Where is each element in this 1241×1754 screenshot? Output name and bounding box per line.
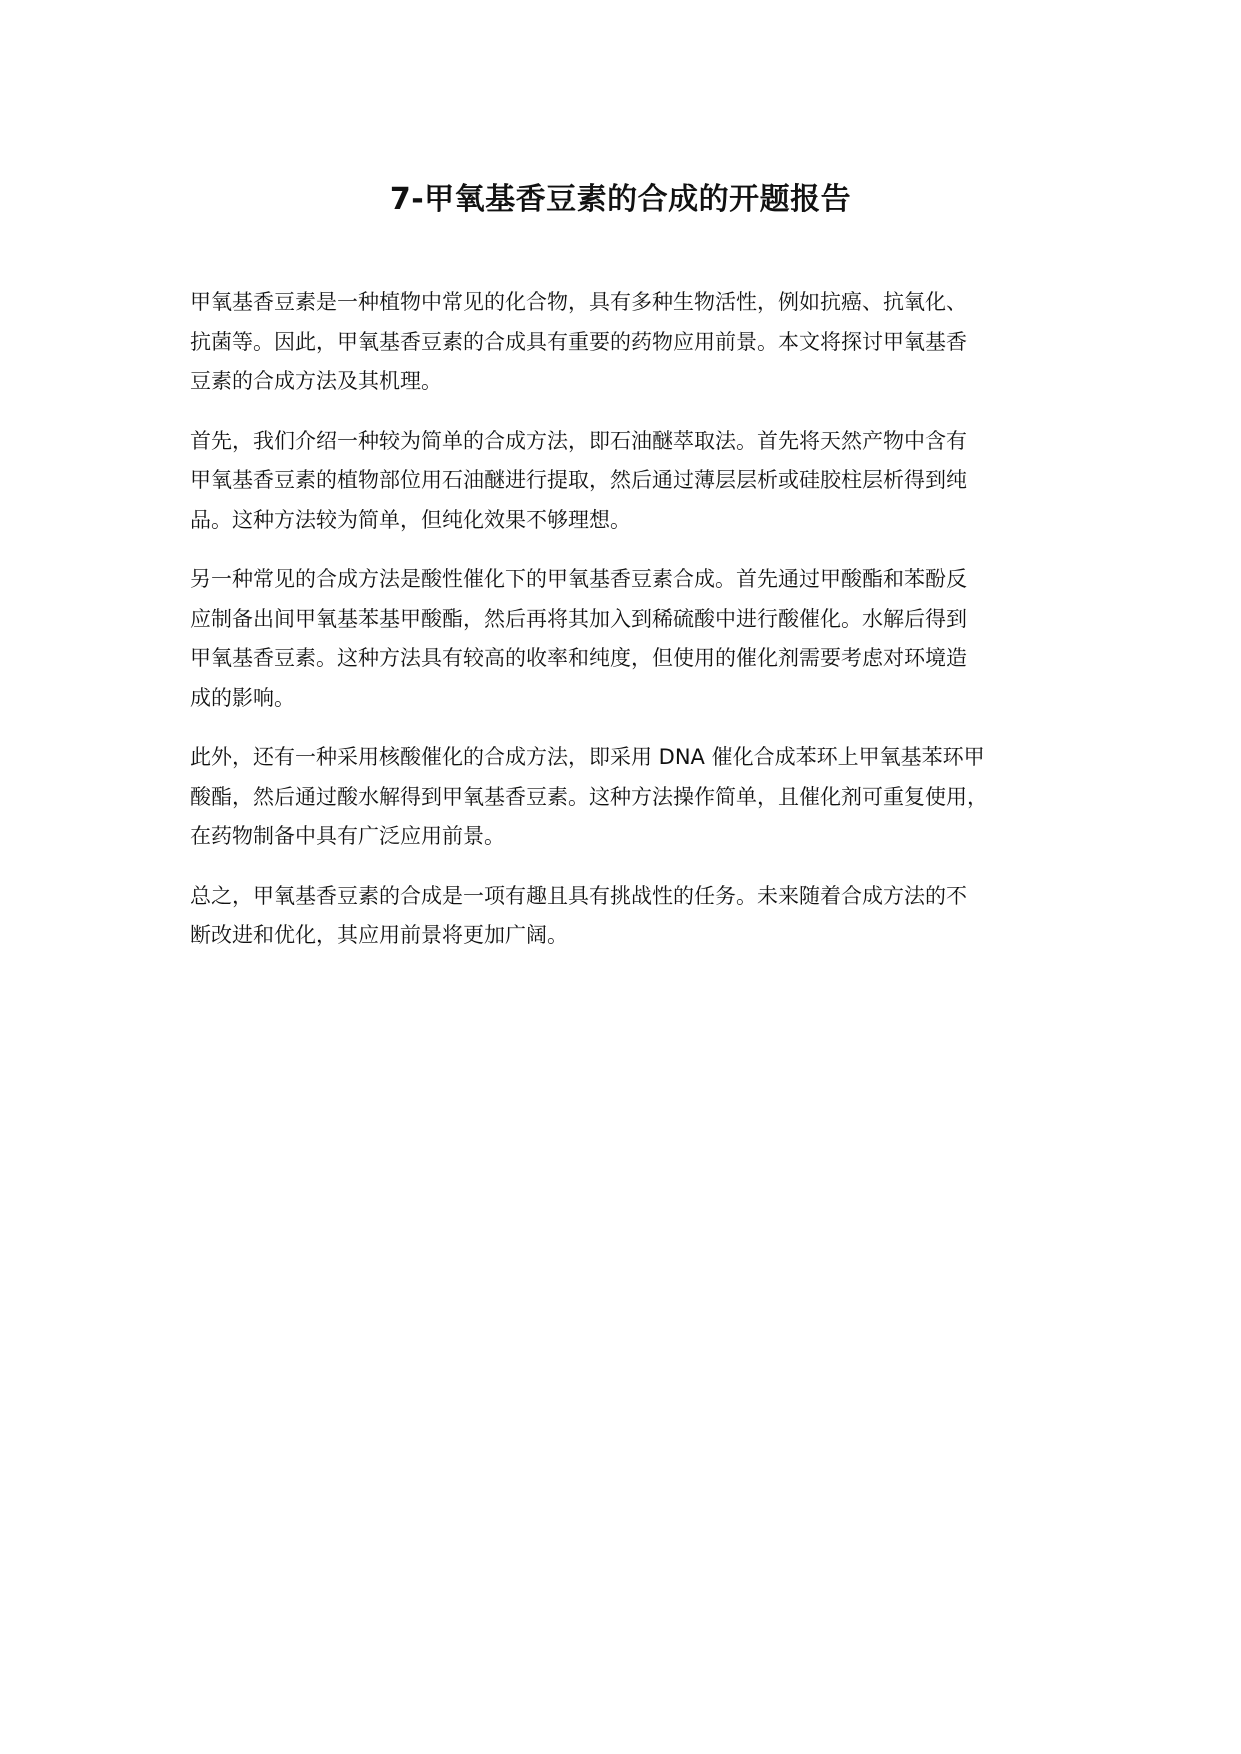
- paragraph-conclusion: [190, 877, 1090, 956]
- text-line: 此外，还有一种采用核酸催化的合成方法，即采用 DNA 催化合成苯环上甲氧基苯环甲: [190, 745, 985, 769]
- document-body: [190, 283, 1090, 976]
- text-line: 首先，我们介绍一种较为简单的合成方法，即石油醚萃取法。首先将天然产物中含有: [190, 428, 967, 453]
- text-line: 成的影响。: [190, 685, 295, 710]
- text-line: 甲氧基香豆素。这种方法具有较高的收率和纯度，但使用的催化剂需要考虑对环境造: [190, 646, 967, 670]
- text-line: 总之，甲氧基香豆素的合成是一项有趣且具有挑战性的任务。未来随着合成方法的不: [190, 883, 967, 908]
- document-title: 7-甲氧基香豆素的合成的开题报告: [389, 182, 852, 217]
- text-line: 甲氧基香豆素是一种植物中常见的化合物，具有多种生物活性，例如抗癌、抗氧化、: [190, 290, 967, 314]
- paragraph-intro: [190, 283, 1090, 402]
- text-line: 应制备出间甲氧基苯基甲酸酯，然后再将其加入到稀硫酸中进行酸催化。水解后得到: [190, 606, 967, 631]
- paragraph-nucleic-acid-catalysis: [190, 738, 1090, 857]
- text-line: 品。这种方法较为简单，但纯化效果不够理想。: [190, 507, 631, 532]
- text-line: 酸酯，然后通过酸水解得到甲氧基香豆素。这种方法操作简单，且催化剂可重复使用，: [190, 784, 988, 809]
- text-line: 豆素的合成方法及其机理。: [190, 369, 442, 393]
- text-line: 另一种常见的合成方法是酸性催化下的甲氧基香豆素合成。首先通过甲酸酯和苯酚反: [190, 567, 967, 591]
- text-line: 在药物制备中具有广泛应用前景。: [190, 824, 505, 848]
- text-line: 断改进和优化，其应用前景将更加广阔。: [190, 923, 568, 947]
- paragraph-acid-catalysis: [190, 560, 1090, 718]
- paragraph-extraction-method: [190, 422, 1090, 541]
- text-line: 甲氧基香豆素的植物部位用石油醚进行提取，然后通过薄层层析或硅胶柱层析得到纯: [190, 468, 967, 492]
- text-line: 抗菌等。因此，甲氧基香豆素的合成具有重要的药物应用前景。本文将探讨甲氧基香: [190, 329, 967, 354]
